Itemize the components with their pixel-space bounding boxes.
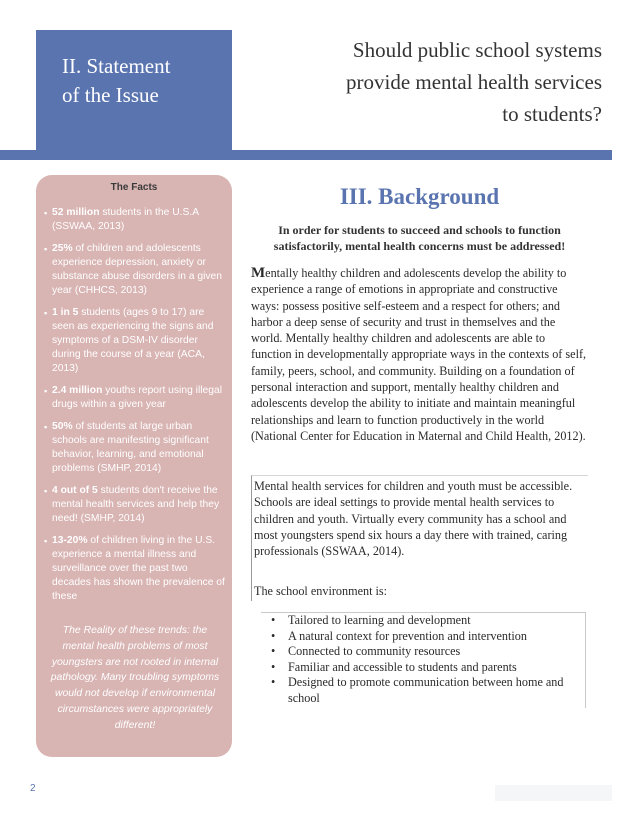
fact-text: students don't receive the mental health services and help they need! (SMHP, 2014) — [52, 485, 220, 524]
facts-panel — [36, 175, 232, 757]
fact-text: of children living in the U.S. experience a mental illness and surveillance over the past two decades has shown the prevalence of these — [52, 535, 225, 602]
fact-highlight: 4 out of 5 — [52, 485, 98, 496]
issue-question: Should public school systems provide mental health services to students? — [346, 38, 602, 126]
environment-item: • Designed to promote communication between home and school — [261, 675, 581, 706]
accessibility-paragraph: Mental health services for children and youth must be accessible. Schools are ideal settings to provide mental health services to children and youth. Virtually every community has a school and most youngsters spend six hours a day there with trained, caring professionals (SSWAA, 2014). — [254, 479, 573, 559]
fact-highlight: 13-20% — [52, 535, 88, 546]
facts-list — [36, 206, 232, 612]
header-divider — [0, 150, 612, 160]
fact-item — [46, 306, 228, 376]
facts-heading: The Facts — [110, 182, 158, 193]
environment-item: • Familiar and accessible to students and parents — [261, 660, 581, 676]
fact-item — [46, 534, 228, 604]
fact-item — [46, 242, 228, 298]
environment-list — [261, 613, 581, 707]
environment-item: • A natural context for prevention and intervention — [261, 629, 581, 645]
environment-label: The school environment is: — [254, 584, 388, 598]
fact-highlight: 52 million — [52, 207, 100, 218]
page-number: 2 — [30, 783, 36, 794]
section-title-block — [36, 30, 232, 150]
fact-text: youths report using illegal drugs within a given year — [52, 385, 222, 410]
footer-block — [495, 785, 612, 801]
fact-text: students in the U.S.A (SSWAA, 2013) — [52, 207, 199, 232]
environment-list-box — [261, 612, 586, 708]
fact-highlight: 50% — [52, 421, 73, 432]
background-paragraph — [251, 265, 587, 444]
drop-cap: M — [251, 265, 266, 281]
fact-text: of students at large urban schools are manifesting significant behavior, learning, and emotional problems (SMHP, 2014) — [52, 421, 209, 474]
fact-highlight: 2.4 million — [52, 385, 103, 396]
environment-item: • Connected to community resources — [261, 644, 581, 660]
environment-item: • Tailored to learning and development — [261, 613, 581, 629]
fact-text: of children and adolescents experience depression, anxiety or substance abuse disorders in a given year (CHHCS, 2013) — [52, 243, 223, 296]
fact-item — [46, 206, 228, 234]
fact-highlight: 1 in 5 — [52, 307, 79, 318]
fact-item — [46, 484, 228, 526]
paragraph-body: entally healthy children and adolescents develop the ability to experience a range of emotions in appropriate and constructive ways: possess positive self-esteem and a respect for others; and harbor a deep sense of security and trust in themselves and the world. Mentally healthy children and adolescents are able to function in developmentally appropriate ways in the contexts of self, family, peers, school, and community. Building on a foundation of personal interaction and support, mentally healthy children and adolescents develop the ability to initiate and maintain meaningful relationships and learn to function productively in the world (National Center for Education in Maternal and Child Health, 2012). — [251, 266, 587, 443]
section-title: II. Statement of the Issue — [62, 54, 171, 107]
background-subtitle: In order for students to succeed and schools to function satisfactorily, mental health concerns must be addressed! — [273, 223, 566, 253]
fact-text: students (ages 9 to 17) are seen as experiencing the signs and symptoms of a DSM-IV disorder during the course of a year (ACA, 2013) — [52, 307, 214, 374]
fact-highlight: 25% — [52, 243, 73, 254]
background-heading: III. Background — [339, 184, 500, 209]
accessibility-section — [251, 475, 588, 601]
fact-item — [46, 420, 228, 476]
fact-item — [46, 384, 228, 412]
reality-statement: The Reality of these trends: the mental health problems of most youngsters are not rooted in internal pathology. Many troubling symptoms would not develop if environmental circumstances were appropriately different! — [50, 625, 220, 731]
